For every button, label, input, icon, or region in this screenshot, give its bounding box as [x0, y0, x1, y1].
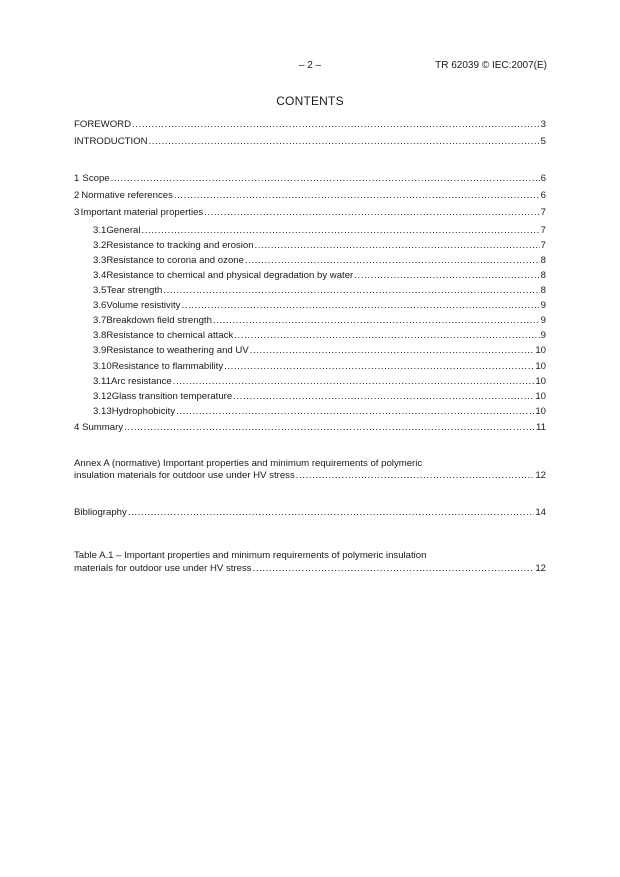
- toc-page-number: 11: [536, 422, 546, 433]
- toc-leader-dots: [354, 270, 539, 282]
- toc-entry-section-3[interactable]: [74, 206, 546, 219]
- toc-page-number: 6: [540, 190, 546, 201]
- toc-label: Resistance to corona and ozone: [106, 255, 244, 266]
- toc-entry-subsection-3-3[interactable]: [93, 254, 546, 267]
- toc-leader-dots: [111, 173, 540, 185]
- toc-number: 3.7: [93, 315, 107, 326]
- toc-label: FOREWORD: [74, 119, 132, 130]
- toc-label: Breakdown field strength: [106, 315, 212, 326]
- toc-label: Resistance to weathering and UV: [106, 345, 249, 356]
- toc-entry-section-2[interactable]: [74, 189, 546, 202]
- toc-number: 1: [74, 173, 80, 184]
- toc-leader-dots: [233, 391, 534, 403]
- toc-leader-dots: [255, 240, 540, 252]
- page-header-number: – 2 –: [298, 60, 322, 71]
- toc-leader-dots: [224, 361, 534, 373]
- toc-number: 3.4: [93, 270, 107, 281]
- contents-title: CONTENTS: [276, 94, 344, 108]
- toc-leader-dots: [174, 190, 540, 202]
- toc-label: insulation materials for outdoor use under HV stress: [74, 470, 295, 481]
- toc-number: 3.6: [93, 300, 107, 311]
- toc-page-number: 3: [540, 119, 546, 130]
- toc-entry-subsection-3-8[interactable]: [93, 329, 546, 342]
- toc-page-number: 12: [535, 470, 546, 481]
- toc-entry-subsection-3-6[interactable]: [93, 299, 546, 312]
- toc-leader-dots: [253, 563, 535, 575]
- toc-label: Summary: [82, 422, 124, 433]
- toc-annex-title-line: Annex A (normative) Important properties and minimum requirements of polymeric: [74, 458, 423, 469]
- toc-label: Arc resistance: [110, 376, 172, 387]
- toc-entry-subsection-3-2[interactable]: [93, 239, 546, 252]
- toc-page-number: 10: [535, 361, 546, 372]
- toc-entry-foreword[interactable]: [74, 118, 546, 131]
- toc-page-number: 7: [540, 225, 546, 236]
- toc-leader-dots: [124, 422, 535, 434]
- toc-label: Resistance to chemical attack: [106, 330, 234, 341]
- toc-leader-dots: [245, 255, 540, 267]
- toc-entry-subsection-3-13[interactable]: [93, 405, 546, 418]
- toc-entry-subsection-3-10[interactable]: [93, 360, 546, 373]
- toc-number: 3.11: [93, 376, 111, 387]
- toc-leader-dots: [149, 136, 540, 148]
- toc-label: Hydrophobicity: [111, 406, 176, 417]
- toc-entry-subsection-3-4[interactable]: [93, 269, 546, 282]
- toc-entry-subsection-3-9[interactable]: [93, 344, 546, 357]
- toc-page-number: 5: [540, 136, 546, 147]
- toc-page-number: 14: [535, 507, 546, 518]
- toc-page-number: 12: [535, 563, 546, 574]
- toc-entry-introduction[interactable]: [74, 135, 546, 148]
- toc-label: Resistance to tracking and erosion: [106, 240, 254, 251]
- toc-number: 3.13: [93, 406, 112, 417]
- toc-entry-section-4[interactable]: [74, 421, 546, 434]
- toc-leader-dots: [128, 507, 535, 519]
- toc-entry-table-a1[interactable]: [74, 562, 546, 575]
- toc-page-number: 8: [540, 255, 546, 266]
- toc-page-number: 9: [540, 315, 546, 326]
- toc-label: Scope: [82, 173, 110, 184]
- toc-table-title-line: Table A.1 – Important properties and minimum requirements of polymeric insulation: [74, 550, 427, 561]
- toc-label: materials for outdoor use under HV stress: [74, 563, 252, 574]
- toc-number: 3.2: [93, 240, 107, 251]
- toc-number: 3.9: [93, 345, 107, 356]
- toc-label: INTRODUCTION: [74, 136, 148, 147]
- toc-leader-dots: [132, 119, 540, 131]
- toc-entry-subsection-3-5[interactable]: [93, 284, 546, 297]
- toc-page-number: 10: [535, 345, 546, 356]
- toc-page-number: 10: [535, 406, 546, 417]
- toc-leader-dots: [141, 225, 539, 237]
- toc-leader-dots: [250, 345, 535, 357]
- toc-leader-dots: [173, 376, 535, 388]
- toc-number: 3.3: [93, 255, 107, 266]
- toc-number: 4: [74, 422, 80, 433]
- toc-page-number: 10: [535, 391, 546, 402]
- toc-page-number: 6: [540, 173, 546, 184]
- toc-entry-annex-a[interactable]: [74, 469, 546, 482]
- toc-entry-bibliography[interactable]: [74, 506, 546, 519]
- toc-label: Resistance to chemical and physical degradation by water: [106, 270, 354, 281]
- toc-number: 3.5: [93, 285, 107, 296]
- toc-label: Bibliography: [74, 507, 127, 518]
- toc-number: 2: [74, 190, 80, 201]
- toc-page-number: 10: [535, 376, 546, 387]
- toc-leader-dots: [213, 315, 540, 327]
- toc-leader-dots: [204, 207, 539, 219]
- toc-leader-dots: [163, 285, 539, 297]
- toc-page-number: 9: [540, 330, 546, 341]
- toc-number: 3.1: [93, 225, 107, 236]
- toc-entry-subsection-3-12[interactable]: [93, 390, 546, 403]
- toc-label: Tear strength: [106, 285, 163, 296]
- toc-leader-dots: [234, 330, 539, 342]
- page-header-document-ref: TR 62039 © IEC:2007(E): [435, 60, 547, 71]
- toc-leader-dots: [296, 470, 535, 482]
- toc-page-number: 8: [540, 285, 546, 296]
- toc-page-number: 9: [540, 300, 546, 311]
- toc-page-number: 7: [540, 240, 546, 251]
- toc-label: Important material properties: [80, 207, 204, 218]
- toc-entry-subsection-3-1[interactable]: [93, 224, 546, 237]
- toc-entry-section-1[interactable]: [74, 172, 546, 185]
- toc-label: Normative references: [81, 190, 173, 201]
- toc-number: 3.8: [93, 330, 107, 341]
- toc-number: 3.10: [93, 361, 112, 372]
- toc-label: Glass transition temperature: [111, 391, 233, 402]
- toc-page-number: 7: [540, 207, 546, 218]
- toc-label: General: [106, 225, 141, 236]
- toc-number: 3.12: [93, 391, 112, 402]
- toc-number: 3: [74, 207, 80, 218]
- toc-entry-subsection-3-11[interactable]: [93, 375, 546, 388]
- toc-entry-subsection-3-7[interactable]: [93, 314, 546, 327]
- toc-label: Volume resistivity: [106, 300, 181, 311]
- toc-leader-dots: [176, 406, 534, 418]
- toc-page-number: 8: [540, 270, 546, 281]
- toc-leader-dots: [181, 300, 539, 312]
- toc-label: Resistance to flammability: [111, 361, 224, 372]
